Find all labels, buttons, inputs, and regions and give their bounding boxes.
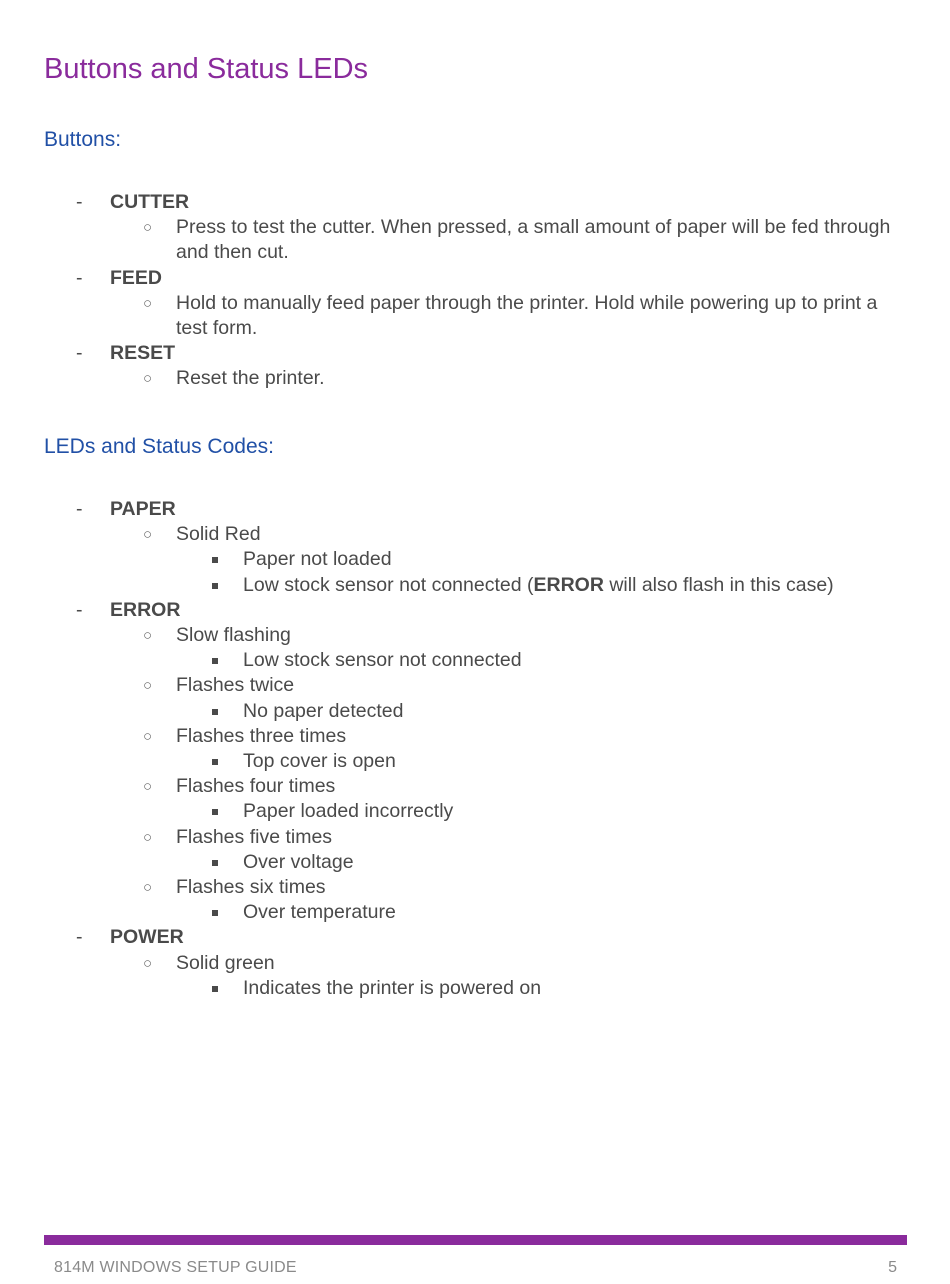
square-bullet-icon [212,583,218,589]
button-description: Reset the printer. [176,367,325,390]
list-item-led-detail [0,850,950,875]
circle-bullet-icon: ○ [143,677,153,695]
led-state: Solid Red [176,523,261,546]
list-item-led-detail [0,648,950,673]
list-item-led-detail [0,749,950,774]
led-state: Flashes four times [176,775,336,798]
list-item-cutter-desc [0,215,950,265]
button-description: Hold to manually feed paper through the printer. Hold while powering up to print a test form. [176,291,878,340]
circle-bullet-icon: ○ [143,778,153,796]
list-item-led-state [0,875,950,900]
led-name: POWER [110,926,184,949]
square-bullet-icon [212,986,218,992]
list-item-feed-desc [0,291,950,341]
list-item-led-state [0,623,950,648]
list-item-error [0,598,950,623]
circle-bullet-icon: ○ [143,828,153,846]
circle-bullet-icon: ○ [143,370,153,388]
list-item-led-state [0,673,950,698]
square-bullet-icon [212,809,218,815]
circle-bullet-icon: ○ [143,627,153,645]
led-detail: Indicates the printer is powered on [243,976,542,999]
list-item-feed [0,266,950,291]
circle-bullet-icon: ○ [143,954,153,972]
button-name: FEED [110,266,163,289]
circle-bullet-icon: ○ [143,879,153,897]
led-name: ERROR [110,598,181,621]
square-bullet-icon [212,557,218,563]
dash-marker: - [76,342,83,365]
buttons-list [0,190,950,392]
button-description: Press to test the cutter. When pressed, a small amount of paper will be fed through and then cut. [176,216,891,264]
led-detail: Over temperature [243,901,396,924]
square-bullet-icon [212,658,218,664]
led-detail: No paper detected [243,699,404,722]
dash-marker: - [76,926,83,949]
led-detail: Top cover is open [243,750,396,773]
footer-title: 814M WINDOWS SETUP GUIDE [54,1259,297,1276]
list-item-cutter [0,190,950,215]
buttons-heading: Buttons: [44,128,122,151]
button-name: CUTTER [110,191,190,213]
list-item-led-detail [0,547,950,572]
list-item-led-state [0,951,950,976]
list-item-paper [0,497,950,522]
list-item-led-detail [0,699,950,724]
list-item-reset-desc [0,366,950,391]
led-detail: Paper not loaded [243,548,392,571]
button-name: RESET [110,342,176,365]
list-item-led-state [0,522,950,547]
led-state: Flashes twice [176,674,295,697]
led-detail-suffix: will also flash in this case) [603,573,834,596]
page-number: 5 [888,1259,897,1276]
led-state: Flashes three times [176,724,347,747]
list-item-led-state [0,825,950,850]
footer-divider [44,1235,907,1245]
list-item-led-detail [0,573,950,598]
circle-bullet-icon: ○ [143,727,153,745]
square-bullet-icon [212,860,218,866]
page-title: Buttons and Status LEDs [44,53,369,85]
circle-bullet-icon: ○ [143,526,153,544]
dash-marker: - [76,498,83,520]
list-item-led-detail [0,799,950,824]
circle-bullet-icon: ○ [143,219,153,237]
led-detail-prefix: Low stock sensor not connected ( [243,573,534,596]
led-state: Flashes five times [176,825,333,848]
led-detail: Paper loaded incorrectly [243,800,454,823]
list-item-led-state [0,774,950,799]
square-bullet-icon [212,910,218,916]
led-state: Slow flashing [176,624,291,647]
list-item-led-detail [0,976,950,1001]
square-bullet-icon [212,759,218,765]
square-bullet-icon [212,709,218,715]
dash-marker: - [76,191,83,213]
list-item-power [0,925,950,950]
list-item-led-detail [0,900,950,925]
led-detail: Over voltage [243,850,354,873]
leds-heading: LEDs and Status Codes: [44,435,274,458]
leds-list [0,497,950,1001]
led-state: Flashes six times [176,876,326,899]
circle-bullet-icon: ○ [143,294,153,312]
list-item-reset [0,341,950,366]
led-detail-bold: ERROR [533,573,604,596]
led-name: PAPER [110,498,176,520]
dash-marker: - [76,266,83,289]
led-state: Solid green [176,951,275,974]
led-detail: Low stock sensor not connected [243,649,522,672]
dash-marker: - [76,598,83,621]
list-item-led-state [0,724,950,749]
